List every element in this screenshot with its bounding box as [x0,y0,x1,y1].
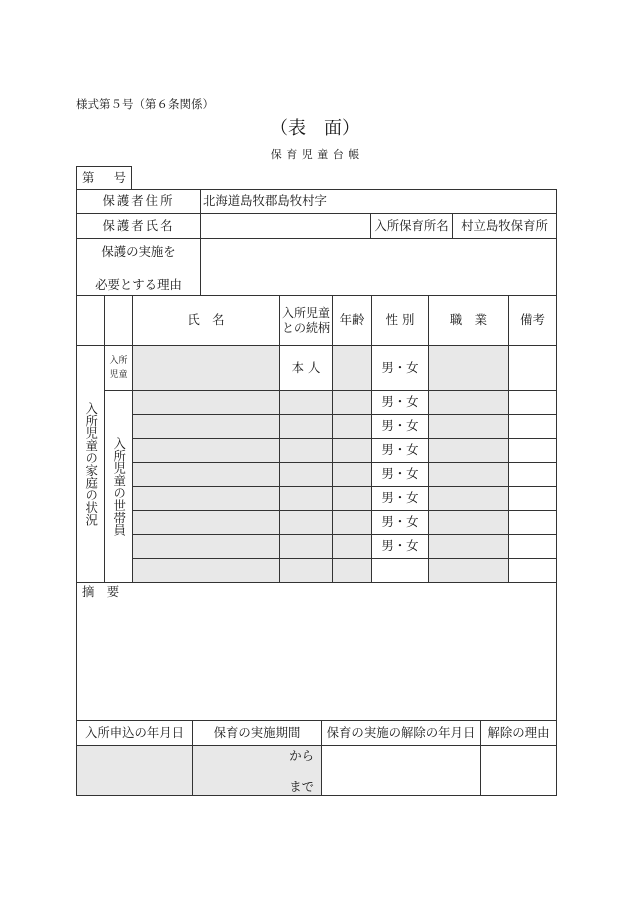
member-name-field [132,390,280,415]
member-relation-field [279,558,333,583]
register-number-suffix: 号 [113,169,126,185]
member-age-field [332,414,372,439]
member-age-field [332,438,372,463]
member-occupation-field [428,534,509,559]
member-remarks-field [508,558,557,583]
member-occupation-field [428,510,509,535]
member-occupation-field [428,558,509,583]
header-relation [279,295,333,346]
member-relation-field [279,462,333,487]
member-relation-field [279,390,333,415]
release-reason-header: 解除の理由 [480,720,557,746]
member-sex-option: 男・女 [371,534,429,559]
member-name-field [132,462,280,487]
member-relation-field [279,486,333,511]
child-label-line1: 入所 [109,356,128,366]
release-reason-field [480,745,557,796]
guardian-address-value [200,189,557,214]
care-period-from: から [289,748,314,763]
member-remarks-field [508,462,557,487]
family-section-label-text: 入所児童の家庭の状況 [83,402,99,526]
member-remarks-field [508,414,557,439]
guardian-name-label: 保護者氏名 [76,213,201,239]
care-reason-label-line2: 必要とする理由 [95,276,182,292]
member-age-field [332,390,372,415]
care-reason-label-line1: 保護の実施を [101,244,176,259]
register-number-box [76,166,132,190]
member-remarks-field [508,390,557,415]
release-date-header: 保育の実施の解除の年月日 [321,720,481,746]
family-header-blank-b [104,295,133,346]
application-date-field [76,745,193,796]
member-sex-option: 男・女 [371,486,429,511]
header-sex: 性 別 [371,295,429,346]
child-label [104,345,133,391]
child-occupation-field [428,345,509,391]
family-section-label [76,345,105,583]
application-date-header: 入所申込の年月日 [76,720,193,746]
header-relation-line2: との続柄 [281,320,330,335]
member-relation-field [279,438,333,463]
member-sex-field [371,558,429,583]
member-occupation-field [428,438,509,463]
member-name-field [132,486,280,511]
member-occupation-field [428,462,509,487]
release-date-field [321,745,481,796]
header-relation-line1: 入所児童 [281,305,330,320]
guardian-address-text: 北海道島牧郡島牧村字 [203,193,327,209]
member-age-field [332,462,372,487]
child-name-field [132,345,280,391]
member-name-field [132,510,280,535]
members-label-text: 入所児童の世帯員 [111,436,127,537]
care-period-to: まで [289,778,314,794]
member-remarks-field [508,534,557,559]
member-age-field [332,558,372,583]
member-age-field [332,486,372,511]
member-relation-field [279,510,333,535]
member-row [132,510,557,535]
form-number-caption: 様式第５号（第６条関係） [76,97,214,111]
member-row [132,558,557,583]
member-remarks-field [508,510,557,535]
member-sex-option: 男・女 [371,438,429,463]
care-reason-field [200,238,557,296]
register-number-prefix: 第 [82,169,95,185]
member-remarks-field [508,438,557,463]
member-sex-option: 男・女 [371,462,429,487]
member-age-field [332,510,372,535]
header-remarks: 備考 [508,295,557,346]
page-side-indicator: （表 面） [270,118,360,139]
child-remarks-field [508,345,557,391]
child-sex-option: 男・女 [371,345,429,391]
header-occupation: 職 業 [428,295,509,346]
summary-label: 摘 要 [82,584,120,599]
child-label-line2: 児童 [109,370,128,380]
member-name-field [132,414,280,439]
members-label [104,390,133,583]
member-name-field [132,438,280,463]
member-relation-field [279,534,333,559]
summary-section [76,582,557,721]
member-sex-option: 男・女 [371,510,429,535]
member-row [132,462,557,487]
member-row [132,414,557,439]
child-relation: 本 人 [279,345,333,391]
member-occupation-field [428,486,509,511]
header-name: 氏 名 [132,295,280,346]
member-row [132,390,557,415]
member-name-field [132,534,280,559]
member-row [132,486,557,511]
care-reason-label [76,238,201,296]
member-row [132,438,557,463]
member-sex-option: 男・女 [371,414,429,439]
guardian-name-field [200,213,371,239]
member-row [132,534,557,559]
register-title: 保育児童台帳 [270,148,364,161]
member-sex-option: 男・女 [371,390,429,415]
guardian-address-label: 保護者住所 [76,189,201,214]
child-row [132,345,557,391]
member-name-field [132,558,280,583]
member-relation-field [279,414,333,439]
family-header-row [132,295,557,346]
header-age: 年齢 [332,295,372,346]
nursery-name-value: 村立島牧保育所 [452,213,557,239]
family-header-blank-a [76,295,105,346]
care-period-header: 保育の実施期間 [192,720,322,746]
member-occupation-field [428,390,509,415]
nursery-name-label: 入所保育所名 [370,213,453,239]
child-age-field [332,345,372,391]
care-period-field [192,745,322,796]
member-age-field [332,534,372,559]
member-remarks-field [508,486,557,511]
member-occupation-field [428,414,509,439]
